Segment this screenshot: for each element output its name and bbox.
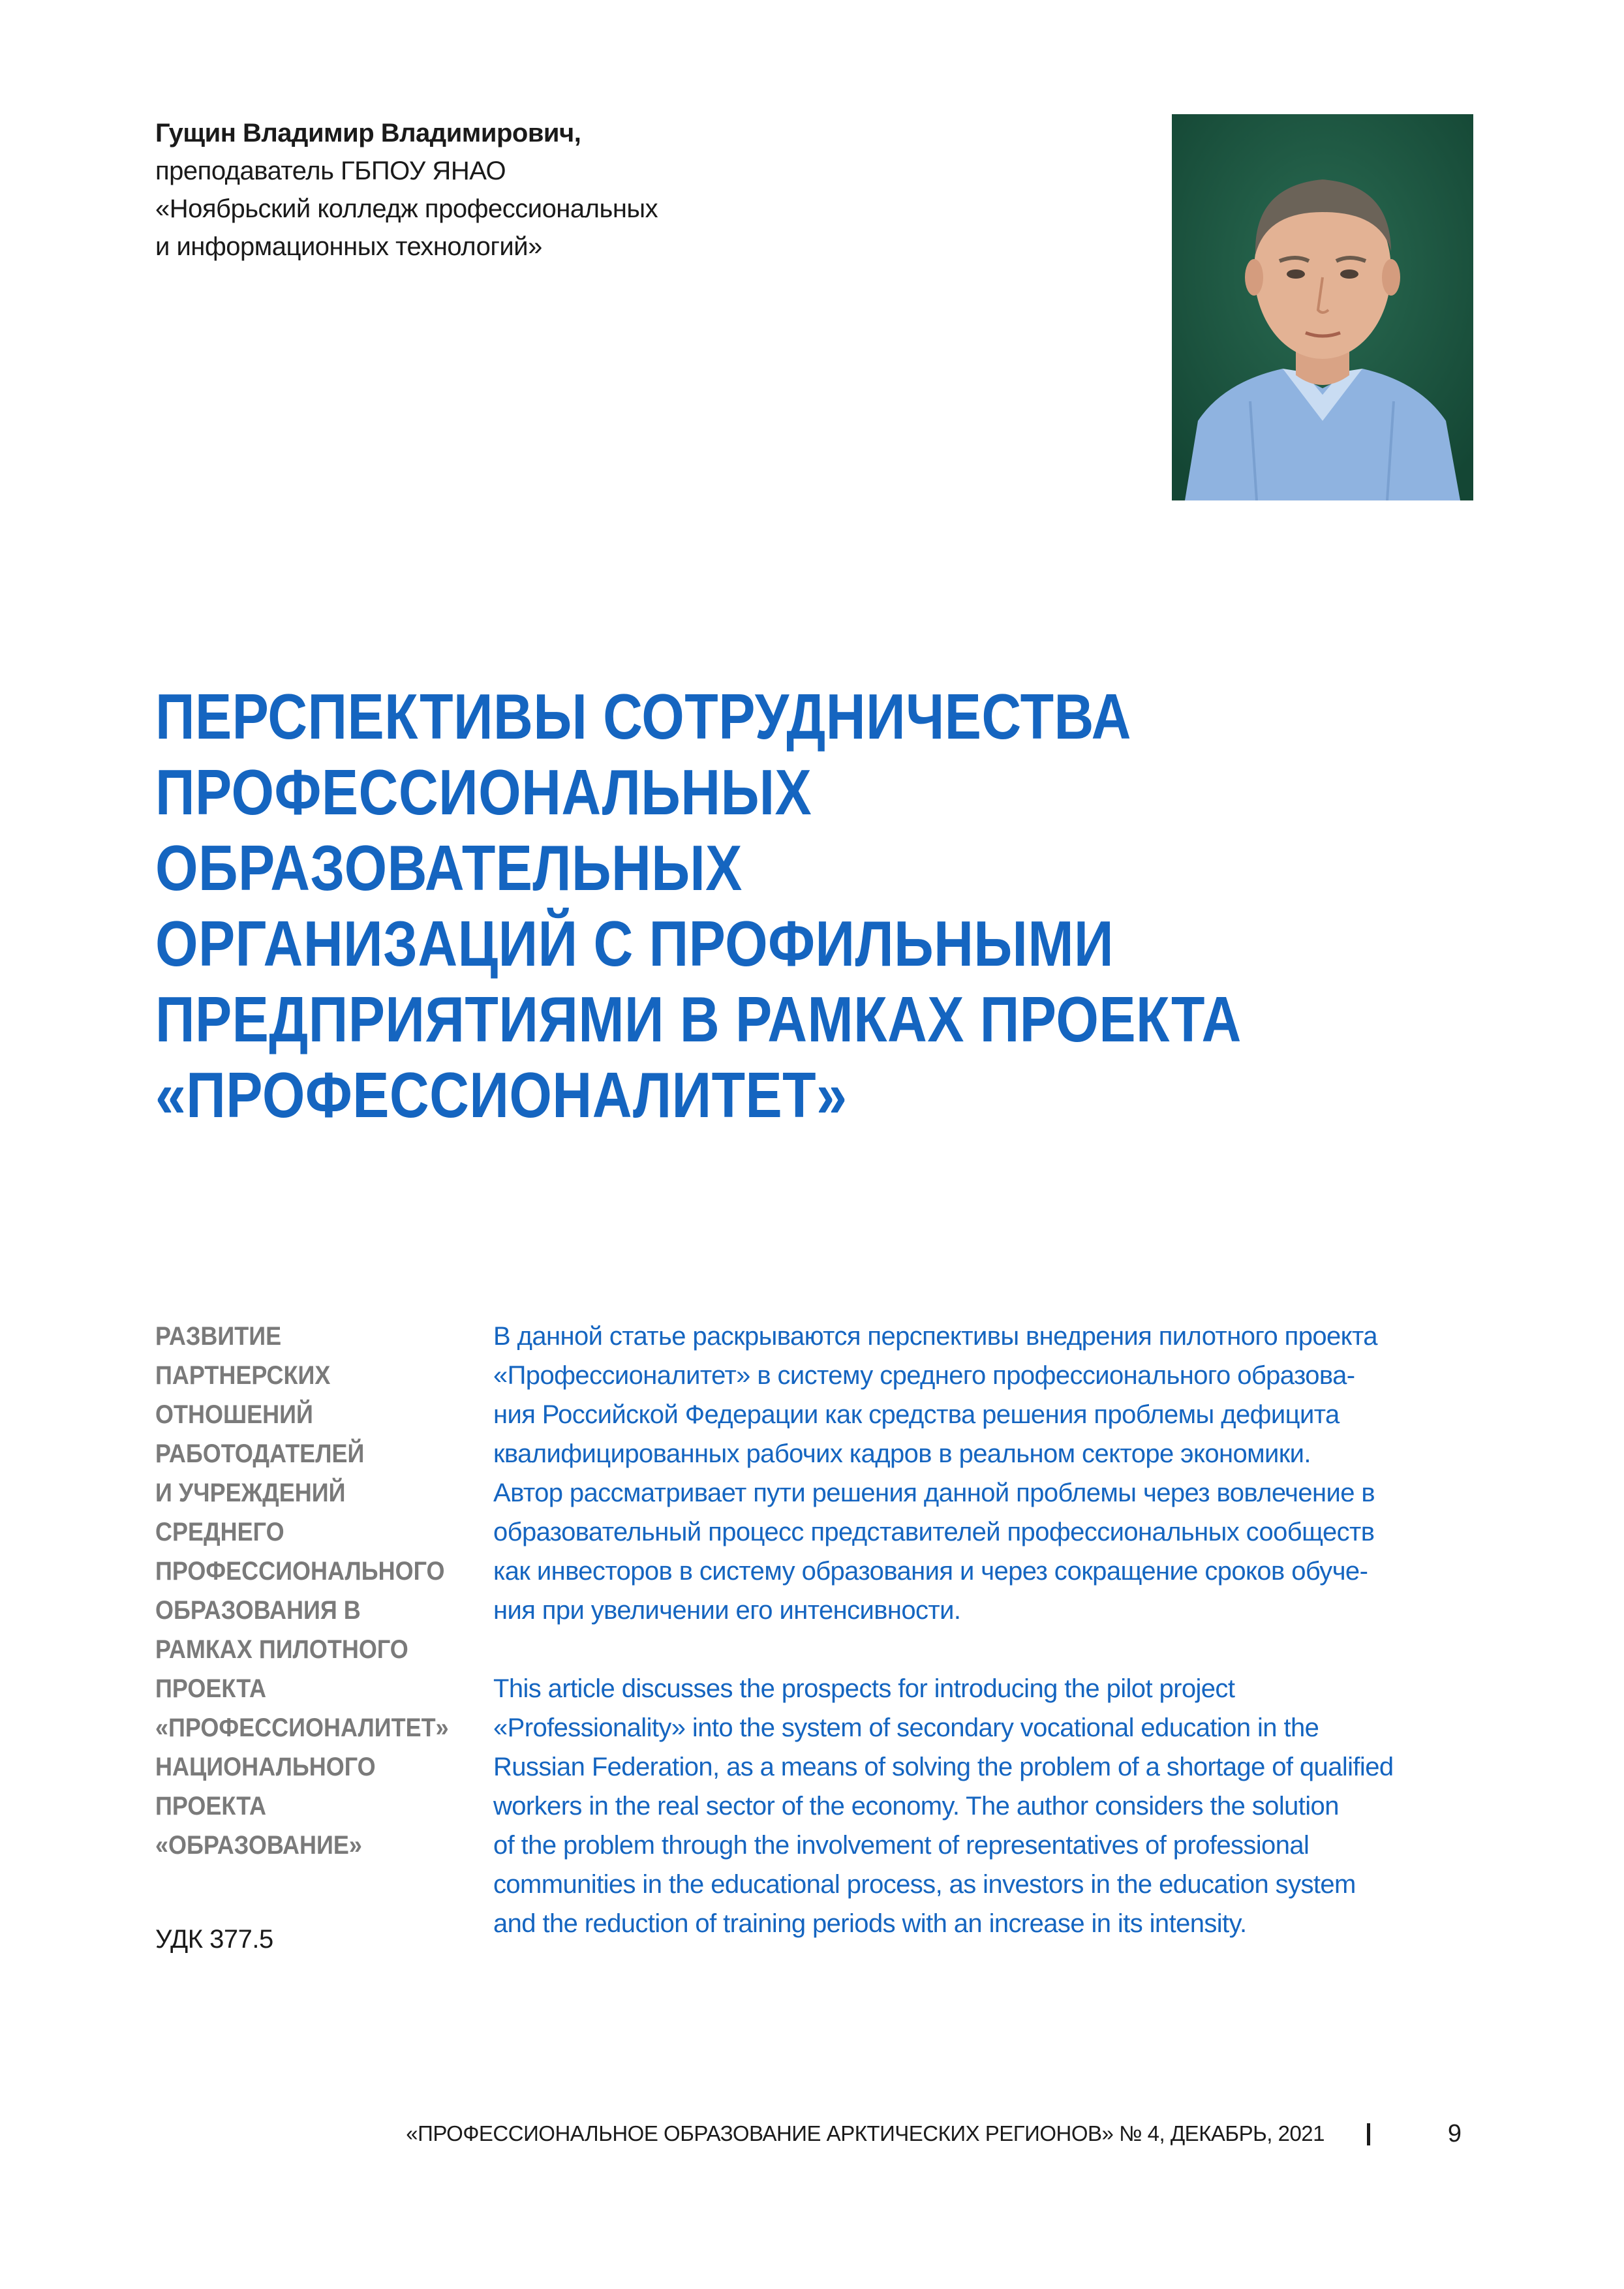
rubric-line: «ОБРАЗОВАНИЕ» [155,1831,362,1860]
page-footer [406,2114,1475,2153]
abstract-line: ния при увеличении его интенсивности. [493,1596,961,1625]
abstract-line: квалифицированных рабочих кадров в реальном секторе экономики. [493,1439,1311,1468]
title-line: ПРЕДПРИЯТИЯМИ В РАМКАХ ПРОЕКТА [155,983,1242,1055]
abstract-line: образовательный процесс представителей профессиональных сообществ [493,1518,1375,1546]
rubric-line: РАМКАХ ПИЛОТНОГО [155,1635,408,1664]
abstract-line: communities in the educational process, as investors in the education system [493,1870,1356,1899]
author-portrait-icon [1172,114,1473,500]
title-line: ПЕРСПЕКТИВЫ СОТРУДНИЧЕСТВА [155,681,1131,752]
abstract-line: Russian Federation, as a means of solving the problem of a shortage of qualified [493,1753,1394,1781]
abstract-line: как инвесторов в систему образования и через сокращение сроков обуче- [493,1557,1368,1586]
author-institution-line-1: «Ноябрьский колледж профессиональных [155,194,658,223]
title-line: ПРОФЕССИОНАЛЬНЫХ [155,756,812,828]
rubric-line: И УЧРЕЖДЕНИЙ [155,1479,346,1507]
abstract-line: This article discusses the prospects for introducing the pilot project [493,1674,1235,1703]
rubric-line: ОБРАЗОВАНИЯ В [155,1596,361,1625]
abstract [493,1317,1498,1943]
article-title [155,679,1525,1133]
abstract-line: ния Российской Федерации как средства решения проблемы дефицита [493,1400,1340,1429]
abstract-line: of the problem through the involvement of representatives of professional [493,1831,1310,1860]
abstract-line: workers in the real sector of the economy. The author considers the solution [493,1792,1339,1820]
title-line: «ПРОФЕССИОНАЛИТЕТ» [155,1059,848,1131]
abstract-spacer [493,1630,1498,1669]
abstract-english [493,1669,1498,1943]
abstract-line: «Professionality» into the system of secondary vocational education in the [493,1713,1319,1742]
rubric-sidebar [155,1317,521,1865]
rubric-line: ПАРТНЕРСКИХ [155,1361,331,1390]
rubric-line: РАЗВИТИЕ [155,1322,282,1351]
abstract-line: Автор рассматривает пути решения данной проблемы через вовлечение в [493,1479,1375,1507]
page-number: 9 [1447,2120,1462,2147]
abstract-line: and the reduction of training periods with an increase in its intensity. [493,1909,1247,1938]
abstract-line: «Профессионалитет» в систему среднего профессионального образова- [493,1361,1355,1390]
author-info [155,114,1069,266]
rubric-line: ОТНОШЕНИЙ [155,1400,313,1429]
journal-title: «ПРОФЕССИОНАЛЬНОЕ ОБРАЗОВАНИЕ АРКТИЧЕСКИХ РЕГИОНОВ» № 4, ДЕКАБРЬ, 2021 [406,2121,1325,2145]
udk-code: УДК 377.5 [155,1925,273,1954]
author-name: Гущин Владимир Владимирович, [155,119,581,147]
abstract-russian [493,1317,1498,1630]
rubric-line: ПРОЕКТА [155,1674,267,1703]
footer-divider [1367,2123,1370,2145]
author-institution-line-2: и информационных технологий» [155,232,542,261]
rubric-line: ПРОФЕССИОНАЛЬНОГО [155,1557,445,1586]
abstract-line: В данной статье раскрываются перспективы внедрения пилотного проекта [493,1322,1377,1351]
title-line: ОБРАЗОВАТЕЛЬНЫХ [155,832,743,904]
rubric-line: ПРОЕКТА [155,1792,267,1820]
rubric-line: РАБОТОДАТЕЛЕЙ [155,1439,365,1468]
rubric-line: НАЦИОНАЛЬНОГО [155,1753,376,1781]
rubric-line: «ПРОФЕССИОНАЛИТЕТ» [155,1713,449,1742]
author-position: преподаватель ГБПОУ ЯНАО [155,157,506,185]
rubric-line: СРЕДНЕГО [155,1518,284,1546]
title-line: ОРГАНИЗАЦИЙ С ПРОФИЛЬНЫМИ [155,908,1114,979]
